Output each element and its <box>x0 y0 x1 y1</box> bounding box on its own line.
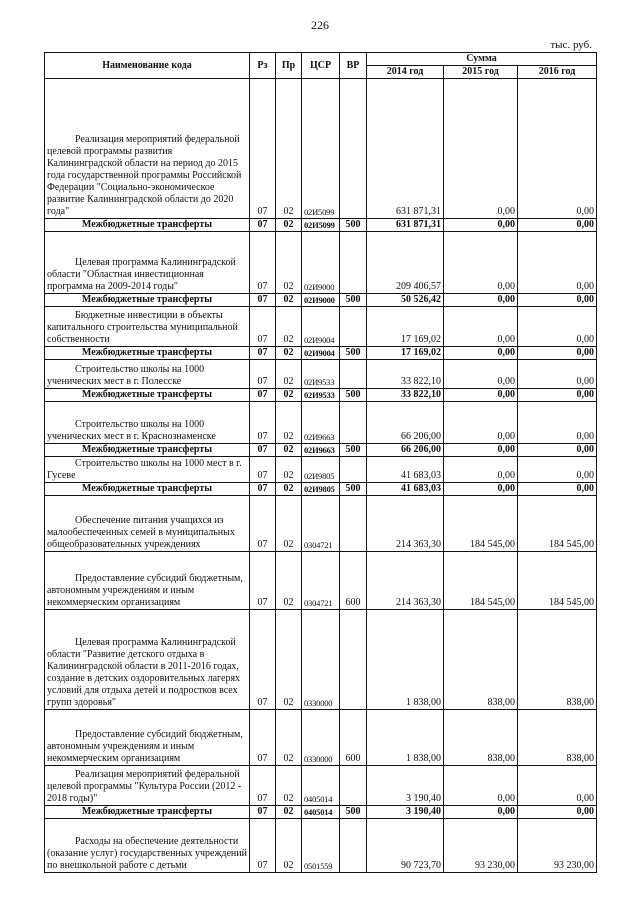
row-name: Межбюджетные трансферты <box>45 347 250 360</box>
header-sum: Сумма <box>367 53 597 66</box>
row-csr: 0501559 <box>302 819 340 873</box>
row-2014: 3 190,40 <box>367 806 444 819</box>
row-rz: 07 <box>250 360 276 389</box>
table-row <box>45 389 597 402</box>
header-rz: Рз <box>250 53 276 79</box>
row-name: Реализация мероприятий федеральной целевой программы "Культура России (2012 - 2018 годы)" <box>45 766 250 806</box>
row-2014: 90 723,70 <box>367 819 444 873</box>
budget-table <box>44 52 597 873</box>
table-row <box>45 766 597 806</box>
row-2015: 838,00 <box>444 710 518 766</box>
row-vr: 500 <box>340 389 367 402</box>
row-2014: 17 169,02 <box>367 347 444 360</box>
row-pr: 02 <box>276 444 302 457</box>
table-row <box>45 457 597 483</box>
row-pr: 02 <box>276 79 302 219</box>
table-row <box>45 347 597 360</box>
table-row <box>45 402 597 444</box>
row-rz: 07 <box>250 347 276 360</box>
row-pr: 02 <box>276 806 302 819</box>
row-vr <box>340 610 367 710</box>
row-2016: 0,00 <box>518 307 597 347</box>
row-pr: 02 <box>276 552 302 610</box>
row-2014: 33 822,10 <box>367 360 444 389</box>
row-csr: 02И5099 <box>302 79 340 219</box>
row-rz: 07 <box>250 444 276 457</box>
row-name: Строительство школы на 1000 ученических мест в г. Полесске <box>45 360 250 389</box>
header-csr: ЦСР <box>302 53 340 79</box>
row-2015: 0,00 <box>444 806 518 819</box>
row-csr: 02И5099 <box>302 219 340 232</box>
header-name: Наименование кода <box>45 53 250 79</box>
row-rz: 07 <box>250 402 276 444</box>
row-rz: 07 <box>250 79 276 219</box>
row-2014: 1 838,00 <box>367 710 444 766</box>
row-csr: 02И9663 <box>302 402 340 444</box>
row-2015: 0,00 <box>444 766 518 806</box>
header-vr: ВР <box>340 53 367 79</box>
row-vr <box>340 766 367 806</box>
row-pr: 02 <box>276 232 302 294</box>
row-2014: 214 363,30 <box>367 496 444 552</box>
row-rz: 07 <box>250 496 276 552</box>
page-number: 226 <box>311 18 329 32</box>
row-2015: 93 230,00 <box>444 819 518 873</box>
row-pr: 02 <box>276 389 302 402</box>
row-2015: 0,00 <box>444 444 518 457</box>
row-name: Межбюджетные трансферты <box>45 294 250 307</box>
row-rz: 07 <box>250 483 276 496</box>
row-2014: 33 822,10 <box>367 389 444 402</box>
row-2014: 66 206,00 <box>367 402 444 444</box>
row-csr: 0330000 <box>302 710 340 766</box>
row-rz: 07 <box>250 819 276 873</box>
row-2016: 0,00 <box>518 806 597 819</box>
row-csr: 02И9533 <box>302 360 340 389</box>
row-name: Целевая программа Калининградской области "Развитие детского отдыха в Калининградской области в 2011-2016 годах, создание в детских оздоровительных лагерях условий для отдыха детей и подростков всех групп здоровья" <box>45 610 250 710</box>
row-vr: 500 <box>340 444 367 457</box>
row-rz: 07 <box>250 806 276 819</box>
table-row <box>45 360 597 389</box>
row-vr: 500 <box>340 294 367 307</box>
row-2015: 0,00 <box>444 219 518 232</box>
header-2016: 2016 год <box>518 66 597 79</box>
row-2015: 0,00 <box>444 347 518 360</box>
row-2014: 3 190,40 <box>367 766 444 806</box>
row-rz: 07 <box>250 552 276 610</box>
row-pr: 02 <box>276 766 302 806</box>
row-2015: 0,00 <box>444 360 518 389</box>
row-rz: 07 <box>250 610 276 710</box>
row-2016: 0,00 <box>518 294 597 307</box>
row-2015: 0,00 <box>444 402 518 444</box>
row-name: Бюджетные инвестиции в объекты капитального строительства муниципальной собственности <box>45 307 250 347</box>
header-pr: Пр <box>276 53 302 79</box>
table-row <box>45 219 597 232</box>
table-row <box>45 294 597 307</box>
row-2015: 0,00 <box>444 79 518 219</box>
row-2015: 0,00 <box>444 307 518 347</box>
row-csr: 0405014 <box>302 806 340 819</box>
row-csr: 02И9663 <box>302 444 340 457</box>
row-csr: 02И9805 <box>302 457 340 483</box>
row-2016: 0,00 <box>518 483 597 496</box>
row-vr <box>340 819 367 873</box>
row-2016: 93 230,00 <box>518 819 597 873</box>
row-csr: 0304721 <box>302 552 340 610</box>
row-pr: 02 <box>276 307 302 347</box>
header-2015: 2015 год <box>444 66 518 79</box>
row-2014: 1 838,00 <box>367 610 444 710</box>
row-name: Предоставление субсидий бюджетным, автономным учреждениям и иным некоммерческим организациям <box>45 710 250 766</box>
row-pr: 02 <box>276 610 302 710</box>
row-csr: 02И9000 <box>302 232 340 294</box>
row-2016: 838,00 <box>518 610 597 710</box>
row-name: Обеспечение питания учащихся из малообеспеченных семей в муниципальных общеобразовательных учреждениях <box>45 496 250 552</box>
row-name: Межбюджетные трансферты <box>45 219 250 232</box>
table-row <box>45 496 597 552</box>
table-row <box>45 806 597 819</box>
row-vr <box>340 307 367 347</box>
row-2015: 0,00 <box>444 294 518 307</box>
row-2014: 41 683,03 <box>367 457 444 483</box>
row-2014: 209 406,57 <box>367 232 444 294</box>
row-2014: 17 169,02 <box>367 307 444 347</box>
table-row <box>45 79 597 219</box>
row-vr <box>340 232 367 294</box>
row-csr: 02И9533 <box>302 389 340 402</box>
row-pr: 02 <box>276 496 302 552</box>
table-row <box>45 444 597 457</box>
row-2016: 0,00 <box>518 444 597 457</box>
row-rz: 07 <box>250 232 276 294</box>
row-name: Межбюджетные трансферты <box>45 483 250 496</box>
row-vr: 500 <box>340 483 367 496</box>
row-csr: 02И9805 <box>302 483 340 496</box>
row-pr: 02 <box>276 483 302 496</box>
row-pr: 02 <box>276 402 302 444</box>
row-2014: 214 363,30 <box>367 552 444 610</box>
row-name: Целевая программа Калининградской области "Областная инвестиционная программа на 2009-2014 годы" <box>45 232 250 294</box>
row-vr: 500 <box>340 347 367 360</box>
row-name: Межбюджетные трансферты <box>45 806 250 819</box>
row-2014: 41 683,03 <box>367 483 444 496</box>
row-rz: 07 <box>250 294 276 307</box>
row-vr <box>340 496 367 552</box>
row-vr: 600 <box>340 552 367 610</box>
row-csr: 02И9004 <box>302 307 340 347</box>
row-vr <box>340 79 367 219</box>
table-row <box>45 483 597 496</box>
row-2015: 184 545,00 <box>444 496 518 552</box>
row-rz: 07 <box>250 307 276 347</box>
row-name: Предоставление субсидий бюджетным, автономным учреждениям и иным некоммерческим организациям <box>45 552 250 610</box>
row-csr: 02И9000 <box>302 294 340 307</box>
row-vr: 500 <box>340 219 367 232</box>
row-2016: 184 545,00 <box>518 496 597 552</box>
row-csr: 0330000 <box>302 610 340 710</box>
row-2015: 184 545,00 <box>444 552 518 610</box>
row-2016: 0,00 <box>518 402 597 444</box>
row-2016: 0,00 <box>518 389 597 402</box>
row-csr: 02И9004 <box>302 347 340 360</box>
row-2015: 838,00 <box>444 610 518 710</box>
row-rz: 07 <box>250 710 276 766</box>
row-rz: 07 <box>250 766 276 806</box>
row-2014: 50 526,42 <box>367 294 444 307</box>
row-name: Межбюджетные трансферты <box>45 389 250 402</box>
row-2015: 0,00 <box>444 232 518 294</box>
row-2015: 0,00 <box>444 457 518 483</box>
row-2016: 0,00 <box>518 347 597 360</box>
row-name: Расходы на обеспечение деятельности (оказание услуг) государственных учреждений по внешкольной работе с детьми <box>45 819 250 873</box>
row-vr: 500 <box>340 806 367 819</box>
row-2016: 838,00 <box>518 710 597 766</box>
row-2016: 0,00 <box>518 457 597 483</box>
row-vr <box>340 457 367 483</box>
row-pr: 02 <box>276 360 302 389</box>
row-2015: 0,00 <box>444 389 518 402</box>
header-2014: 2014 год <box>367 66 444 79</box>
row-pr: 02 <box>276 219 302 232</box>
row-vr: 600 <box>340 710 367 766</box>
row-vr <box>340 402 367 444</box>
row-2016: 0,00 <box>518 219 597 232</box>
row-rz: 07 <box>250 219 276 232</box>
row-pr: 02 <box>276 457 302 483</box>
row-2016: 0,00 <box>518 232 597 294</box>
row-name: Межбюджетные трансферты <box>45 444 250 457</box>
row-name: Реализация мероприятий федеральной целевой программы развития Калининградской области на период до 2015 года государственной программы Российской Федерации "Социально-экономическое развитие Калининградской области до 2020 года" <box>45 79 250 219</box>
row-2016: 0,00 <box>518 79 597 219</box>
row-rz: 07 <box>250 389 276 402</box>
table-row <box>45 610 597 710</box>
row-pr: 02 <box>276 710 302 766</box>
row-pr: 02 <box>276 347 302 360</box>
row-2014: 66 206,00 <box>367 444 444 457</box>
row-2014: 631 871,31 <box>367 219 444 232</box>
row-2016: 184 545,00 <box>518 552 597 610</box>
table-row <box>45 552 597 610</box>
row-2015: 0,00 <box>444 483 518 496</box>
row-name: Строительство школы на 1000 мест в г. Гусеве <box>45 457 250 483</box>
row-csr: 0405014 <box>302 766 340 806</box>
table-row <box>45 307 597 347</box>
unit-label: тыс. руб. <box>550 39 592 51</box>
table-row <box>45 232 597 294</box>
row-pr: 02 <box>276 819 302 873</box>
row-2014: 631 871,31 <box>367 79 444 219</box>
row-2016: 0,00 <box>518 766 597 806</box>
table-row <box>45 819 597 873</box>
row-2016: 0,00 <box>518 360 597 389</box>
table-row <box>45 710 597 766</box>
row-pr: 02 <box>276 294 302 307</box>
row-vr <box>340 360 367 389</box>
row-rz: 07 <box>250 457 276 483</box>
row-name: Строительство школы на 1000 ученических мест в г. Краснознаменске <box>45 402 250 444</box>
row-csr: 0304721 <box>302 496 340 552</box>
